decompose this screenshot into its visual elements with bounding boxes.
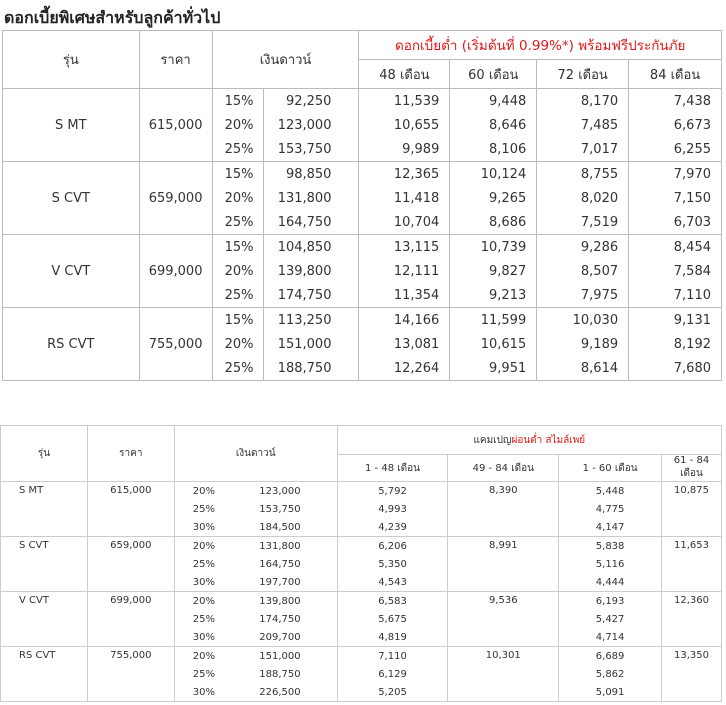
installment-1-60: 6,193 xyxy=(559,592,662,611)
monthly-installment: 7,970 xyxy=(629,162,722,187)
monthly-installment: 8,170 xyxy=(537,89,629,114)
installment-61-84: 12,360 xyxy=(662,592,722,647)
installment-1-48: 4,543 xyxy=(337,573,448,592)
table-row xyxy=(3,308,722,333)
model-header: รุ่น xyxy=(3,31,140,89)
monthly-installment: 11,418 xyxy=(359,186,450,210)
down-percent: 30% xyxy=(174,628,231,647)
model-price: 755,000 xyxy=(87,647,174,702)
monthly-installment: 13,081 xyxy=(359,332,450,356)
down-amount: 139,800 xyxy=(231,592,337,611)
term-header: 49 - 84 เดือน xyxy=(448,455,559,482)
monthly-installment: 9,213 xyxy=(450,283,537,308)
monthly-installment: 8,614 xyxy=(537,356,629,381)
table-row xyxy=(3,89,722,114)
down-percent: 30% xyxy=(174,518,231,537)
term-header: 72 เดือน xyxy=(537,60,629,89)
monthly-installment: 7,975 xyxy=(537,283,629,308)
installment-61-84: 13,350 xyxy=(662,647,722,702)
term-header: 61 - 84 เดือน xyxy=(662,455,722,482)
down-percent: 20% xyxy=(192,485,215,497)
term-header: 48 เดือน xyxy=(359,60,450,89)
term-header: 84 เดือน xyxy=(629,60,722,89)
model-price: 615,000 xyxy=(139,89,212,162)
smile-pay-table xyxy=(0,425,722,702)
monthly-installment: 7,438 xyxy=(629,89,722,114)
monthly-installment: 11,599 xyxy=(450,308,537,333)
monthly-installment: 9,265 xyxy=(450,186,537,210)
down-amount: 174,750 xyxy=(263,283,359,308)
monthly-installment: 8,192 xyxy=(629,332,722,356)
installment-1-48: 4,239 xyxy=(337,518,448,537)
installment-1-48: 6,129 xyxy=(337,665,448,683)
down-percent: 25% xyxy=(212,283,263,308)
down-percent: 25% xyxy=(212,210,263,235)
installment-1-60: 5,091 xyxy=(559,683,662,702)
monthly-installment: 12,264 xyxy=(359,356,450,381)
monthly-installment: 8,454 xyxy=(629,235,722,260)
installment-49-84: 10,301 xyxy=(448,647,559,702)
down-amount: 197,700 xyxy=(231,573,337,592)
installment-1-48: 4,819 xyxy=(337,628,448,647)
installment-61-84: 10,875 xyxy=(662,482,722,537)
installment-1-48: 5,350 xyxy=(337,555,448,573)
down-payment-header: เงินดาวน์ xyxy=(174,426,337,482)
monthly-installment: 7,584 xyxy=(629,259,722,283)
down-percent: 25% xyxy=(212,137,263,162)
installment-1-60: 5,448 xyxy=(559,482,662,501)
model-price: 699,000 xyxy=(87,592,174,647)
down-amount: 123,000 xyxy=(263,113,359,137)
installment-61-84: 11,653 xyxy=(662,537,722,592)
installment-1-60: 6,689 xyxy=(559,647,662,666)
monthly-installment: 14,166 xyxy=(359,308,450,333)
table-row xyxy=(3,162,722,187)
down-percent: 15% xyxy=(212,162,263,187)
down-amount: 153,750 xyxy=(231,500,337,518)
monthly-installment: 13,115 xyxy=(359,235,450,260)
monthly-installment: 10,704 xyxy=(359,210,450,235)
down-amount: 131,800 xyxy=(231,537,337,556)
table-row xyxy=(3,235,722,260)
monthly-installment: 9,448 xyxy=(450,89,537,114)
down-percent: 15% xyxy=(212,308,263,333)
installment-1-60: 4,775 xyxy=(559,500,662,518)
installment-1-48: 6,583 xyxy=(337,592,448,611)
model-name: RS CVT xyxy=(1,647,88,702)
down-percent: 20% xyxy=(192,595,215,607)
down-percent: 20% xyxy=(224,336,254,352)
installment-1-60: 5,862 xyxy=(559,665,662,683)
monthly-installment: 6,255 xyxy=(629,137,722,162)
monthly-installment: 8,507 xyxy=(537,259,629,283)
monthly-installment: 10,030 xyxy=(537,308,629,333)
installment-1-60: 4,714 xyxy=(559,628,662,647)
monthly-installment: 7,485 xyxy=(537,113,629,137)
down-amount: 131,800 xyxy=(263,186,359,210)
monthly-installment: 9,131 xyxy=(629,308,722,333)
monthly-installment: 12,365 xyxy=(359,162,450,187)
down-amount: 98,850 xyxy=(263,162,359,187)
monthly-installment: 12,111 xyxy=(359,259,450,283)
down-amount: 92,250 xyxy=(263,89,359,114)
model-name: V CVT xyxy=(3,235,140,308)
installment-1-48: 5,675 xyxy=(337,610,448,628)
installment-1-48: 6,206 xyxy=(337,537,448,556)
down-amount: 184,500 xyxy=(231,518,337,537)
interest-rate-table xyxy=(2,30,722,381)
monthly-installment: 7,017 xyxy=(537,137,629,162)
table-row xyxy=(1,537,722,556)
monthly-installment: 6,673 xyxy=(629,113,722,137)
installment-1-60: 5,838 xyxy=(559,537,662,556)
campaign-highlight: ผ่อนต่ำ สไมล์เพย์ xyxy=(511,434,586,446)
model-price: 659,000 xyxy=(87,537,174,592)
down-amount: 104,850 xyxy=(263,235,359,260)
monthly-installment: 8,106 xyxy=(450,137,537,162)
model-name: RS CVT xyxy=(3,308,140,381)
monthly-installment: 8,646 xyxy=(450,113,537,137)
model-price: 659,000 xyxy=(139,162,212,235)
down-percent: 20% xyxy=(224,117,254,133)
down-amount: 153,750 xyxy=(263,137,359,162)
down-percent: 20% xyxy=(192,540,215,552)
page-title: ดอกเบี้ยพิเศษสำหรับลูกค้าทั่วไป xyxy=(4,8,221,27)
model-name: S CVT xyxy=(3,162,140,235)
promo-header: ดอกเบี้ยต่ำ (เริ่มต้นที่ 0.99%*) พร้อมฟรีประกันภัย xyxy=(359,31,722,60)
down-amount: 188,750 xyxy=(231,665,337,683)
down-amount: 164,750 xyxy=(263,210,359,235)
installment-1-48: 4,993 xyxy=(337,500,448,518)
installment-1-48: 5,205 xyxy=(337,683,448,702)
monthly-installment: 9,989 xyxy=(359,137,450,162)
monthly-installment: 9,827 xyxy=(450,259,537,283)
down-amount: 226,500 xyxy=(231,683,337,702)
down-amount: 151,000 xyxy=(263,332,359,356)
down-amount: 174,750 xyxy=(231,610,337,628)
down-percent: 15% xyxy=(212,89,263,114)
campaign-header xyxy=(337,426,721,455)
down-percent: 25% xyxy=(212,356,263,381)
down-percent: 30% xyxy=(174,683,231,702)
monthly-installment: 7,110 xyxy=(629,283,722,308)
monthly-installment: 9,189 xyxy=(537,332,629,356)
monthly-installment: 9,951 xyxy=(450,356,537,381)
monthly-installment: 10,615 xyxy=(450,332,537,356)
down-percent: 20% xyxy=(192,650,215,662)
model-price: 615,000 xyxy=(87,482,174,537)
table-row xyxy=(1,647,722,666)
down-amount: 113,250 xyxy=(263,308,359,333)
model-price: 755,000 xyxy=(139,308,212,381)
monthly-installment: 10,739 xyxy=(450,235,537,260)
model-name: S CVT xyxy=(1,537,88,592)
monthly-installment: 7,519 xyxy=(537,210,629,235)
monthly-installment: 7,150 xyxy=(629,186,722,210)
installment-1-48: 7,110 xyxy=(337,647,448,666)
model-price: 699,000 xyxy=(139,235,212,308)
monthly-installment: 10,124 xyxy=(450,162,537,187)
down-amount: 209,700 xyxy=(231,628,337,647)
term-header: 1 - 60 เดือน xyxy=(559,455,662,482)
down-percent: 25% xyxy=(192,668,215,680)
installment-1-60: 4,147 xyxy=(559,518,662,537)
monthly-installment: 6,703 xyxy=(629,210,722,235)
down-percent: 20% xyxy=(224,263,254,279)
installment-1-60: 4,444 xyxy=(559,573,662,592)
down-amount: 164,750 xyxy=(231,555,337,573)
installment-1-60: 5,116 xyxy=(559,555,662,573)
model-header: รุ่น xyxy=(1,426,88,482)
installment-49-84: 8,390 xyxy=(448,482,559,537)
down-percent: 20% xyxy=(224,190,254,206)
model-name: S MT xyxy=(3,89,140,162)
monthly-installment: 9,286 xyxy=(537,235,629,260)
model-name: V CVT xyxy=(1,592,88,647)
down-amount: 188,750 xyxy=(263,356,359,381)
down-percent: 15% xyxy=(212,235,263,260)
monthly-installment: 8,686 xyxy=(450,210,537,235)
down-payment-header: เงินดาวน์ xyxy=(212,31,359,89)
table-row xyxy=(1,482,722,501)
down-percent: 30% xyxy=(174,573,231,592)
installment-49-84: 8,991 xyxy=(448,537,559,592)
down-percent: 25% xyxy=(192,503,215,515)
campaign-prefix: แคมเปญ xyxy=(473,434,512,446)
installment-1-60: 5,427 xyxy=(559,610,662,628)
down-amount: 139,800 xyxy=(263,259,359,283)
price-header: ราคา xyxy=(87,426,174,482)
down-percent: 25% xyxy=(192,558,215,570)
down-percent: 25% xyxy=(192,613,215,625)
table-row xyxy=(1,592,722,611)
installment-1-48: 5,792 xyxy=(337,482,448,501)
monthly-installment: 7,680 xyxy=(629,356,722,381)
down-amount: 151,000 xyxy=(231,647,337,666)
monthly-installment: 8,755 xyxy=(537,162,629,187)
term-header: 1 - 48 เดือน xyxy=(337,455,448,482)
down-amount: 123,000 xyxy=(231,482,337,501)
monthly-installment: 11,539 xyxy=(359,89,450,114)
model-name: S MT xyxy=(1,482,88,537)
monthly-installment: 8,020 xyxy=(537,186,629,210)
term-header: 60 เดือน xyxy=(450,60,537,89)
monthly-installment: 10,655 xyxy=(359,113,450,137)
monthly-installment: 11,354 xyxy=(359,283,450,308)
installment-49-84: 9,536 xyxy=(448,592,559,647)
price-header: ราคา xyxy=(139,31,212,89)
